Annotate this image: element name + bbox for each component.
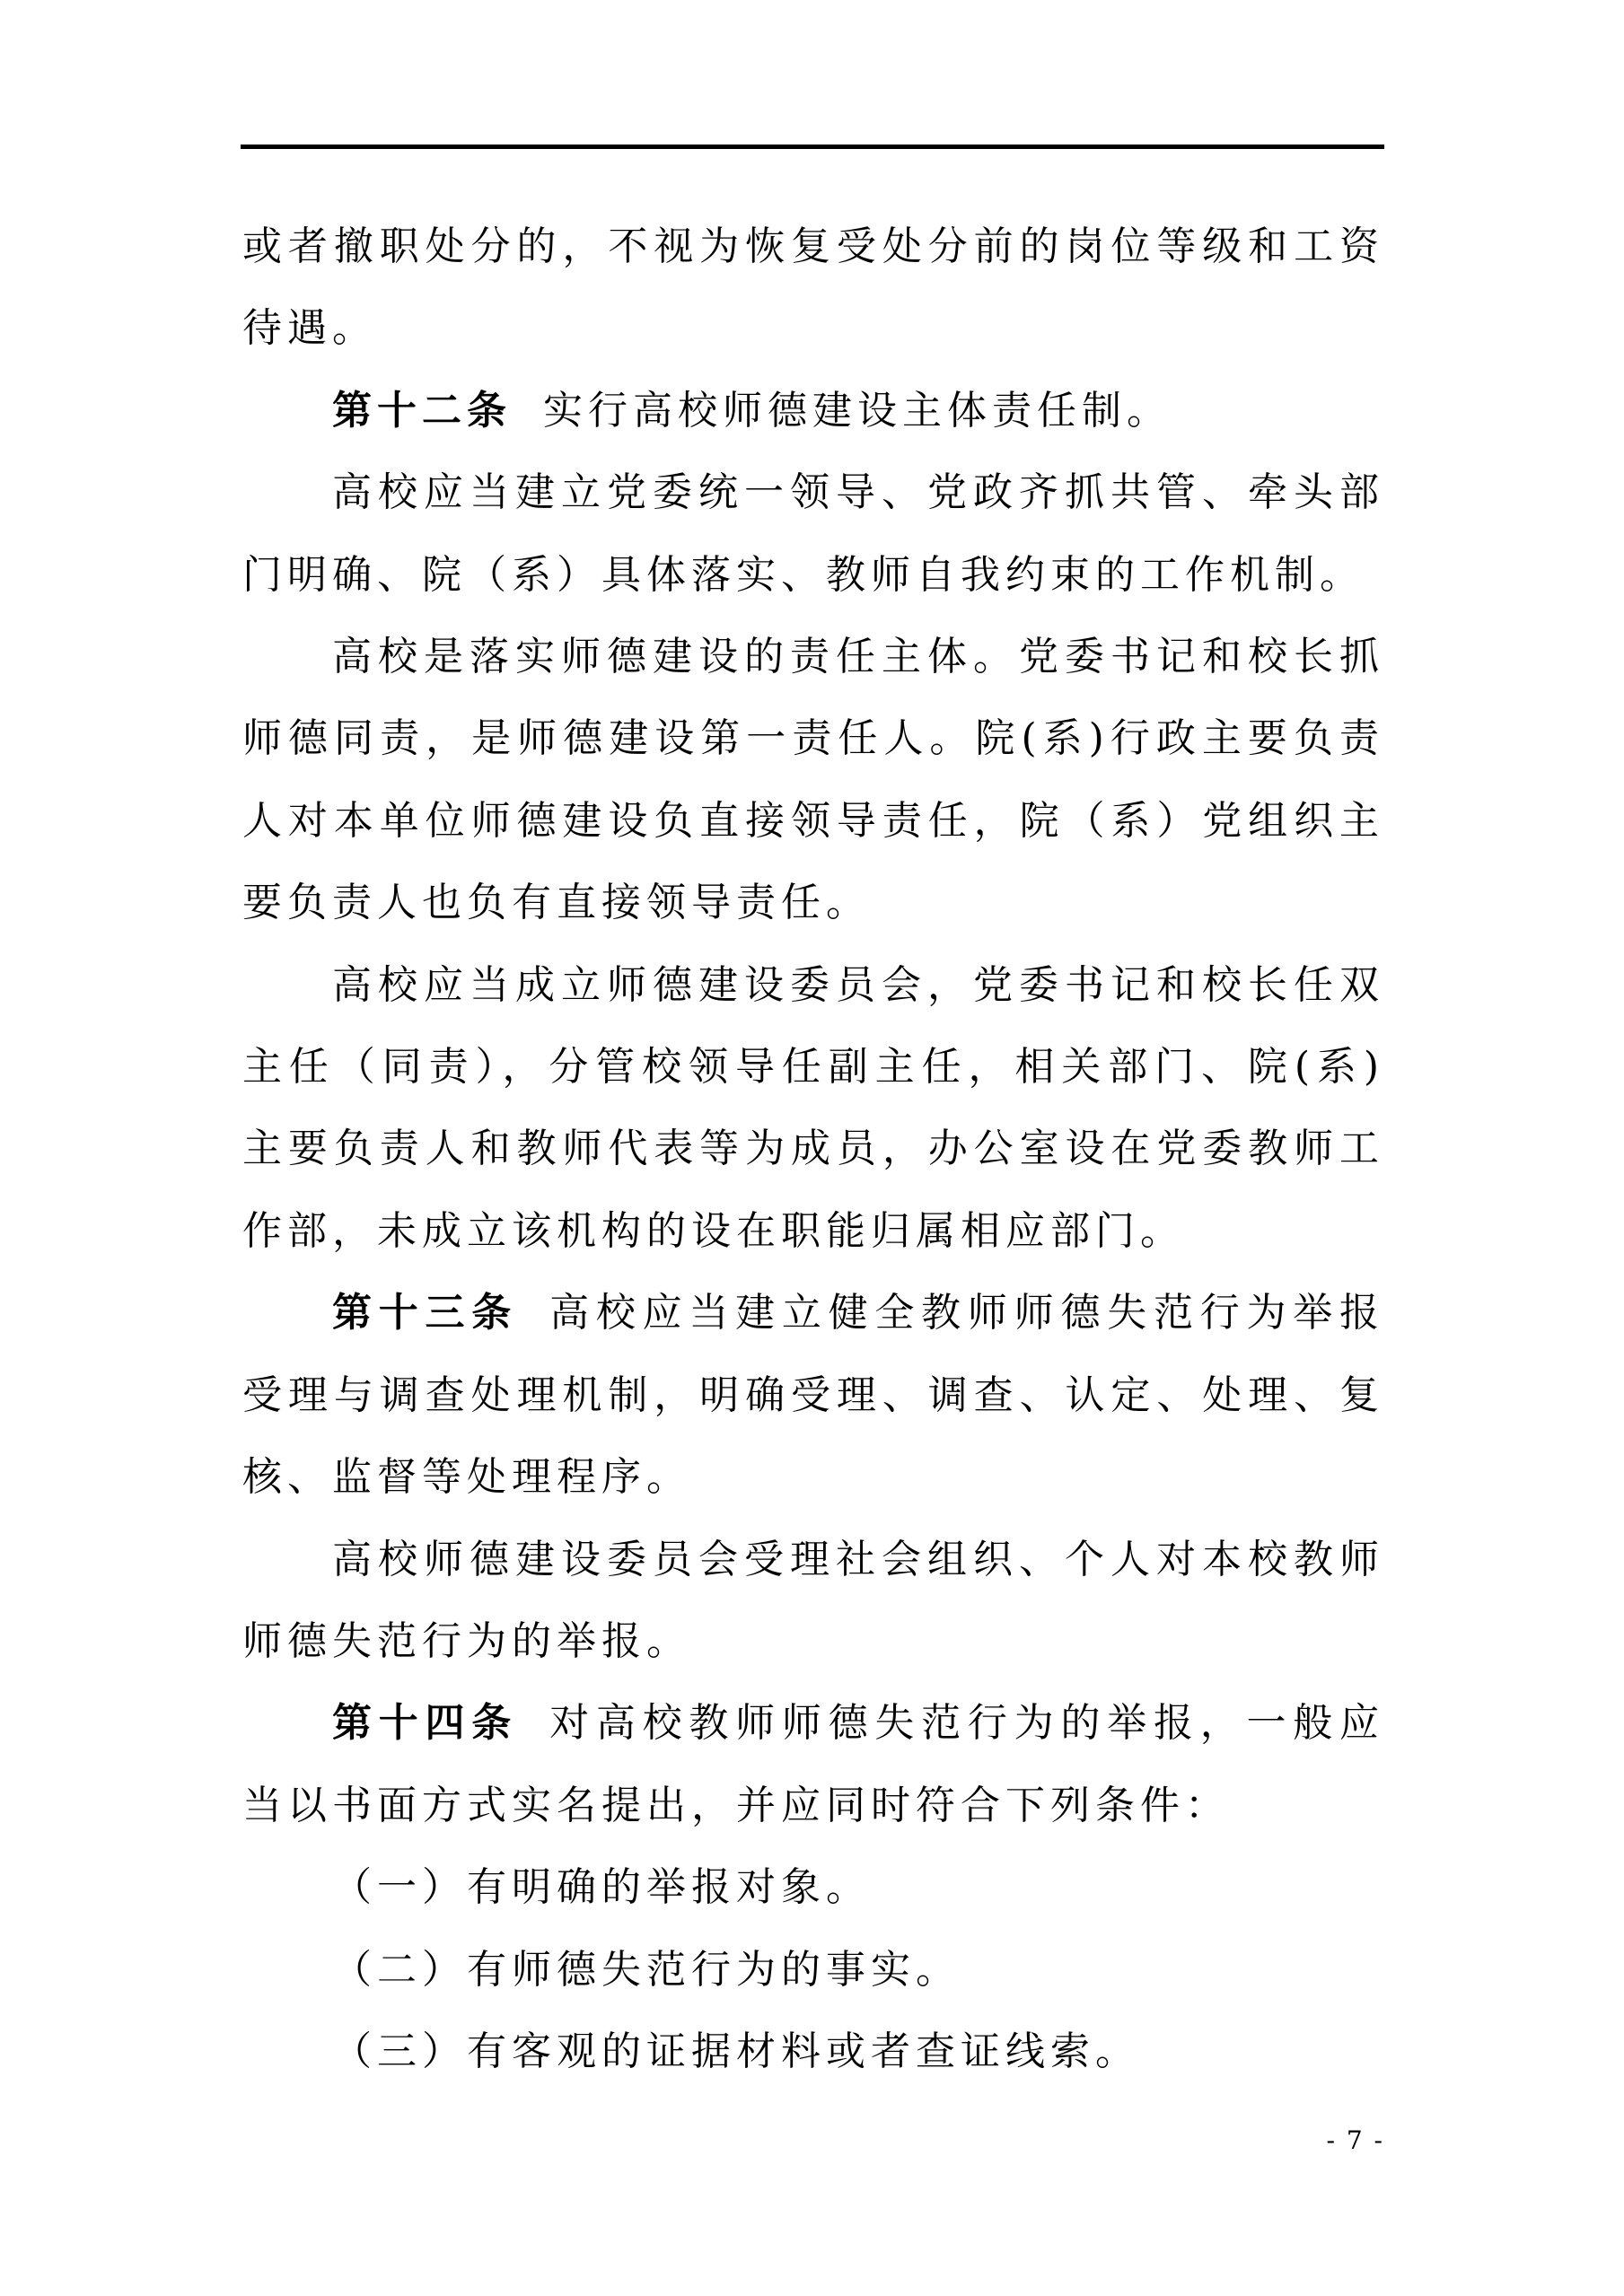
paragraph: 高校应当成立师德建设委员会，党委书记和校长任双主任（同责），分管校领导任副主任，相关部门、院(系)主要负责人和教师代表等为成员，办公室设在党委教师工作部，未成立该机构的设在职能归属相应部门。 bbox=[242, 961, 1384, 1254]
paragraph: 第十二条 实行高校师德建设主体责任制。 bbox=[332, 387, 1172, 434]
paragraph: （三）有客观的证据材料或者查证线索。 bbox=[332, 2028, 1140, 2074]
header-rule bbox=[241, 145, 1384, 149]
article-number: 第十四条 bbox=[332, 1700, 519, 1747]
paragraph: （二）有师德失范行为的事实。 bbox=[332, 1946, 961, 1993]
paragraph: （一）有明确的举报对象。 bbox=[332, 1864, 871, 1911]
paragraph: 高校应当建立党委统一领导、党政齐抓共管、牵头部门明确、院（系）具体落实、教师自我约束的工作机制。 bbox=[242, 469, 1384, 598]
paragraph: 高校是落实师德建设的责任主体。党委书记和校长抓师德同责，是师德建设第一责任人。院(系)行政主要负责人对本单位师德建设负直接领导责任，院（系）党组织主要负责人也负有直接领导责任。 bbox=[242, 634, 1384, 926]
article-number: 第十三条 bbox=[332, 1290, 519, 1336]
page-number: - 7 - bbox=[1326, 2125, 1384, 2155]
paragraph: 高校师德建设委员会受理社会组织、个人对本校教师师德失范行为的举报。 bbox=[242, 1536, 1384, 1664]
paragraph: 或者撤职处分的，不视为恢复受处分前的岗位等级和工资待遇。 bbox=[242, 223, 1384, 352]
document-body bbox=[242, 206, 1384, 2092]
paragraph: 第十三条 高校应当建立健全教师师德失范行为举报受理与调查处理机制，明确受理、调查、认定、处理、复核、监督等处理程序。 bbox=[242, 1290, 1385, 1501]
paragraph: 第十四条 对高校教师师德失范行为的举报，一般应当以书面方式实名提出，并应同时符合下列条件： bbox=[242, 1700, 1385, 1828]
article-number: 第十二条 bbox=[332, 387, 512, 434]
